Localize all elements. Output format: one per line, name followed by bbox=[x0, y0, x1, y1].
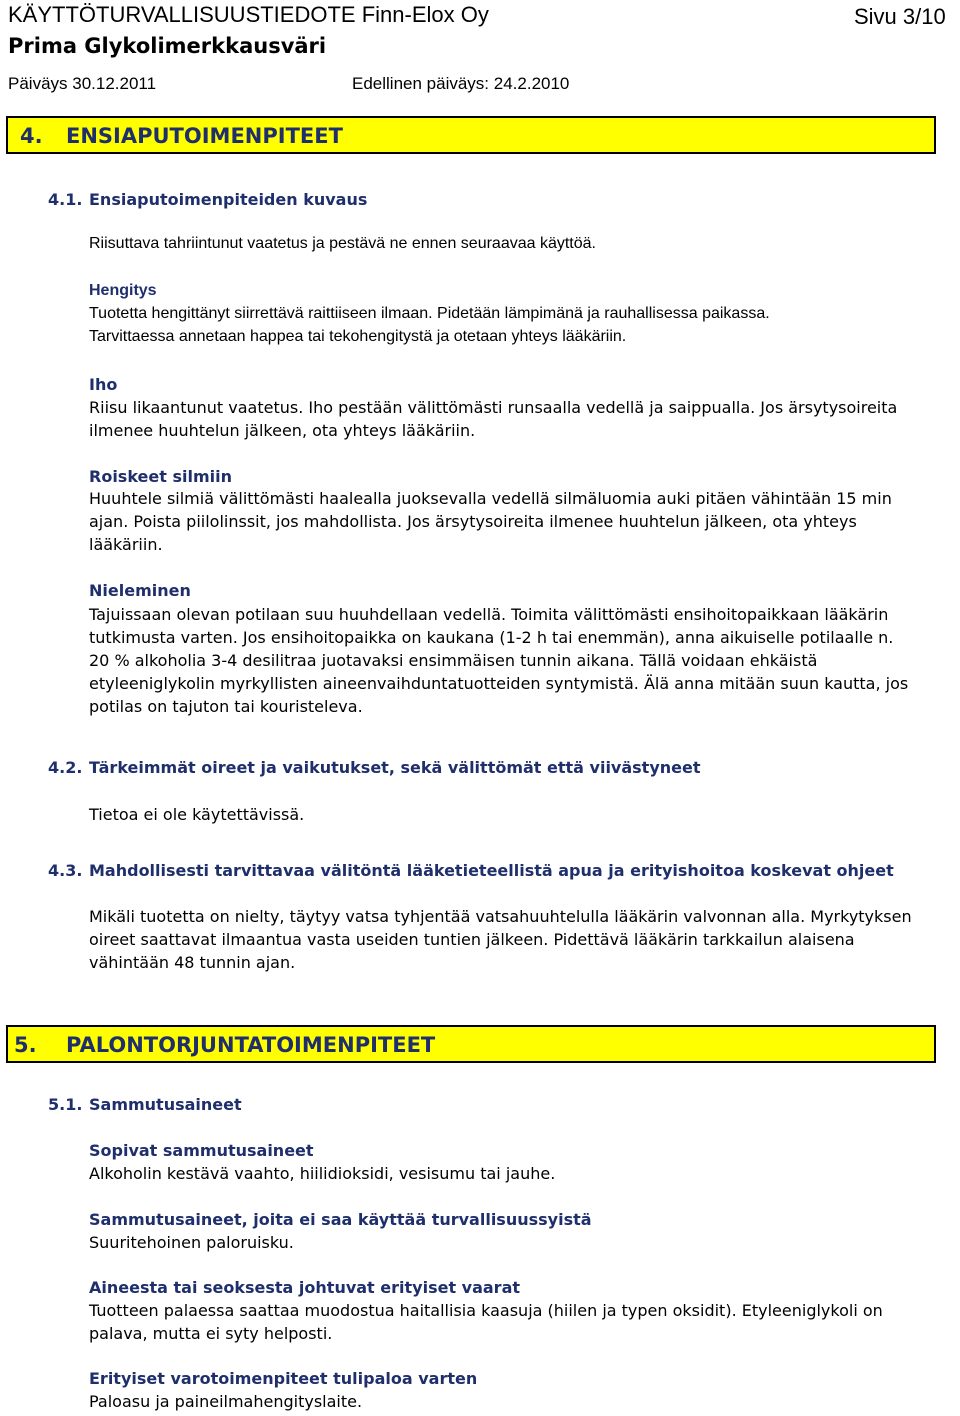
iho-text-2: ilmenee huuhtelun jälkeen, ota yhteys lääkäriin. bbox=[89, 421, 476, 440]
silmat-text-3: lääkäriin. bbox=[89, 535, 163, 554]
silmat-text-1: Huuhtele silmiä välittömästi haalealla juoksevalla vedellä silmäluomia auki pitäen vähintään 15 min bbox=[89, 489, 892, 508]
vaarat-text-2: palava, mutta ei syty helposti. bbox=[89, 1324, 333, 1343]
subsection-4-2-text: Tietoa ei ole käytettävissä. bbox=[89, 805, 305, 824]
kielletyt-heading: Sammutusaineet, joita ei saa käyttää turvallisuussyistä bbox=[89, 1210, 592, 1229]
subsection-4-1-number: 4.1. bbox=[48, 190, 83, 209]
varotoimet-text: Paloasu ja paineilmahengityslaite. bbox=[89, 1392, 363, 1411]
nieleminen-text-2: tutkimusta varten. Jos ensihoitopaikka on kaukana (1-2 h tai enemmän), anna aikuiselle potilaalle n. bbox=[89, 628, 894, 647]
document-title: KÄYTTÖTURVALLISUUSTIEDOTE Finn-Elox Oy bbox=[8, 2, 489, 27]
subsection-4-2-title: Tärkeimmät oireet ja vaikutukset, sekä välittömät että viivästyneet bbox=[89, 758, 701, 777]
previous-date: Edellinen päiväys: 24.2.2010 bbox=[352, 74, 570, 93]
nieleminen-text-5: potilas on tajuton tai kouristeleva. bbox=[89, 697, 363, 716]
vaarat-text-1: Tuotteen palaessa saattaa muodostua haitallisia kaasuja (hiilen ja typen oksidit). Etyleeniglykoli on bbox=[89, 1301, 883, 1320]
subsection-4-1-title: Ensiaputoimenpiteiden kuvaus bbox=[89, 190, 368, 209]
subsection-4-3-text-1: Mikäli tuotetta on nielty, täytyy vatsa tyhjentää vatsahuuhtelulla lääkärin valvonnan alla. Myrkytyksen bbox=[89, 907, 912, 926]
page-number: Sivu 3/10 bbox=[854, 4, 946, 29]
product-name: Prima Glykolimerkkausväri bbox=[8, 34, 327, 58]
subsection-5-1-number: 5.1. bbox=[48, 1095, 83, 1114]
section-4-header bbox=[6, 116, 936, 154]
silmat-text-2: ajan. Poista piilolinssit, jos mahdollista. Jos ärsytysoireita ilmenee huuhtelun jälkeen, ota yhteys bbox=[89, 512, 857, 531]
first-aid-intro: Riisuttava tahriintunut vaatetus ja pestävä ne ennen seuraavaa käyttöä. bbox=[89, 235, 596, 252]
issue-date: Päiväys 30.12.2011 bbox=[8, 74, 157, 93]
nieleminen-heading: Nieleminen bbox=[89, 581, 191, 600]
kielletyt-text: Suuritehoinen paloruisku. bbox=[89, 1233, 294, 1252]
iho-text-1: Riisu likaantunut vaatetus. Iho pestään välittömästi runsaalla vedellä ja saippualla. Jos ärsytysoireita bbox=[89, 398, 898, 417]
subsection-5-1-title: Sammutusaineet bbox=[89, 1095, 242, 1114]
section-5-title: PALONTORJUNTATOIMENPITEET bbox=[66, 1033, 436, 1057]
section-4-number: 4. bbox=[20, 124, 43, 148]
nieleminen-text-1: Tajuissaan olevan potilaan suu huuhdellaan vedellä. Toimita välittömästi ensihoitopaikkaan lääkärin bbox=[89, 605, 889, 624]
hengitys-text-1: Tuotetta hengittänyt siirrettävä raittiiseen ilmaan. Pidetään lämpimänä ja rauhallisessa paikassa. bbox=[89, 305, 770, 322]
silmat-heading: Roiskeet silmiin bbox=[89, 467, 232, 486]
nieleminen-text-3: 20 % alkoholia 3-4 desilitraa juotavaksi ensimmäisen tunnin aikana. Tällä voidaan ehkäistä bbox=[89, 651, 818, 670]
hengitys-heading: Hengitys bbox=[89, 282, 157, 299]
section-5-header bbox=[6, 1025, 936, 1063]
subsection-4-3-number: 4.3. bbox=[48, 861, 83, 880]
sopivat-text: Alkoholin kestävä vaahto, hiilidioksidi, vesisumu tai jauhe. bbox=[89, 1164, 556, 1183]
sopivat-heading: Sopivat sammutusaineet bbox=[89, 1141, 314, 1160]
nieleminen-text-4: etyleeniglykolin myrkyllisten aineenvaihduntatuotteiden syntymistä. Älä anna mitään suun kautta, jos bbox=[89, 674, 909, 693]
iho-heading: Iho bbox=[89, 375, 118, 394]
subsection-4-3-text-2: oireet saattavat ilmaantua vasta useiden tuntien jälkeen. Pidettävä lääkärin tarkkailun alaisena bbox=[89, 930, 855, 949]
vaarat-heading: Aineesta tai seoksesta johtuvat erityiset vaarat bbox=[89, 1278, 521, 1297]
subsection-4-2-number: 4.2. bbox=[48, 758, 83, 777]
varotoimet-heading: Erityiset varotoimenpiteet tulipaloa varten bbox=[89, 1369, 478, 1388]
section-4-title: ENSIAPUTOIMENPITEET bbox=[66, 124, 343, 148]
subsection-4-3-text-3: vähintään 48 tunnin ajan. bbox=[89, 953, 296, 972]
subsection-4-3-title: Mahdollisesti tarvittavaa välitöntä lääketieteellistä apua ja erityishoitoa koskevat ohjeet bbox=[89, 861, 894, 880]
section-5-number: 5. bbox=[14, 1033, 37, 1057]
hengitys-text-2: Tarvittaessa annetaan happea tai tekohengitystä ja otetaan yhteys lääkäriin. bbox=[89, 328, 627, 345]
